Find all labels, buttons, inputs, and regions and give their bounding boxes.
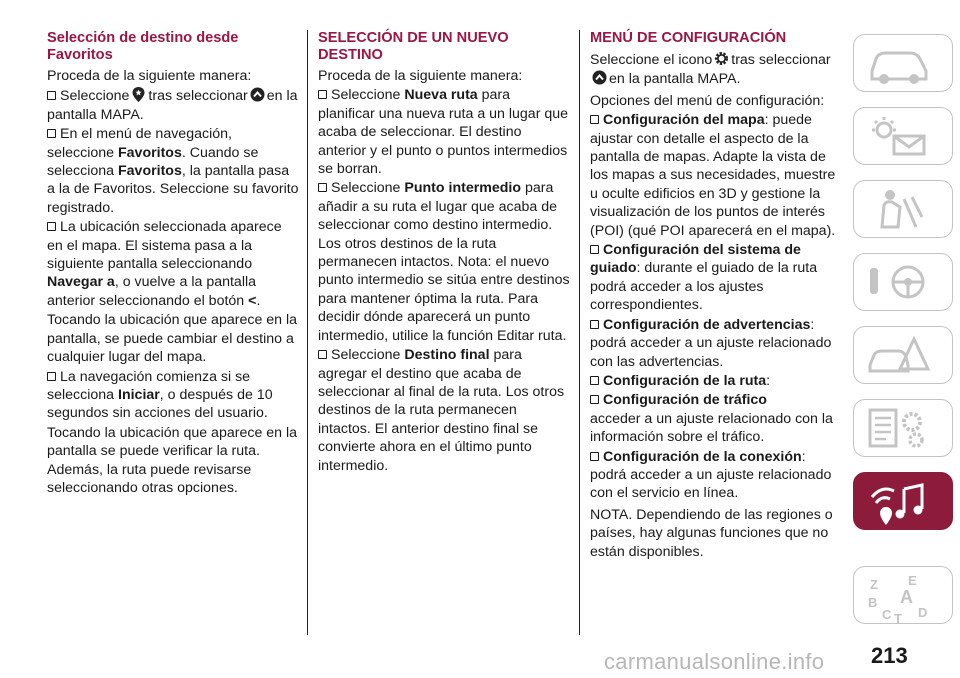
step-new-route: Seleccione Nueva ruta para planificar una nueva ruta a un lugar que acaba de seleccionar. El destino anterior y el punto o puntos intermedios se borran. [318, 87, 569, 178]
chevron-up-icon [592, 69, 607, 86]
column-divider [307, 30, 308, 635]
note-paragraph: NOTA. Dependiendo de las regiones o países, hay algunas funciones que no están disponibles. [590, 506, 833, 560]
paragraph-change-destination: Tocando la ubicación que aparece en la pantalla, se puede cambiar el destino a cualquier lugar del mapa. [47, 312, 298, 366]
checkbox-bullet-icon [590, 320, 599, 329]
tab-car[interactable] [853, 34, 953, 92]
maintenance-gear-icon [864, 406, 934, 450]
tab-index[interactable] [853, 566, 953, 624]
heading-settings-menu: MENÚ DE CONFIGURACIÓN [590, 30, 787, 46]
step-1: Seleccione tras seleccionar en la pantalla MAPA. [47, 88, 298, 123]
step-waypoint: Seleccione Punto intermedio para añadir a su ruta el lugar que acaba de seleccionar como destino intermedio. Los otros destinos de la ruta permanecen intactos. Nota: el nuevo punto intermedio se sitúa entre destinos para mantener óptima la ruta. Para decidir dónde aparecerá un punto intermedio, utilice la función Editar ruta. [318, 180, 570, 344]
svg-text:E: E [908, 573, 917, 588]
step-final-destination: Seleccione Destino final para agregar el destino que acaba de seleccionar al final de la ruta. Los otros destinos de la ruta permanecen intactos. El anterior destino final se convierte ahora en el último punto intermedio. [318, 347, 565, 474]
favorite-pin-icon [131, 86, 146, 103]
svg-text:Z: Z [870, 577, 878, 592]
car-icon [864, 41, 934, 85]
paragraph-verify-route: Tocando la ubicación que aparece en la pantalla se puede verificar la ruta. Además, la ruta puede revisarse seleccionando otras opciones. [47, 424, 298, 496]
svg-text:C: C [882, 607, 892, 622]
intro-text: Proceda de la siguiente manera: [318, 68, 523, 84]
svg-text:D: D [918, 605, 928, 620]
step-3: La ubicación seleccionada aparece en el mapa. El sistema pasa a la siguiente pantalla seleccionando Navegar a, o vuelve a la pantalla anterior seleccionando el botón <. [47, 219, 282, 309]
seat-safety-icon [864, 187, 934, 231]
watermark-text: carmanualsonline.info [604, 649, 825, 674]
checkbox-bullet-icon [590, 452, 599, 461]
svg-text:B: B [868, 595, 878, 610]
checkbox-bullet-icon [590, 376, 599, 385]
tab-safety[interactable] [853, 180, 953, 238]
option-route: Configuración de la ruta: [590, 372, 842, 390]
checkbox-bullet-icon [590, 245, 599, 254]
step-5: La navegación comienza si se selecciona Iniciar, o después de 10 segundos sin acciones del usuario. [47, 368, 273, 422]
paragraph-select-icon: Seleccione el icono tras seleccionar en la pantalla MAPA. [590, 52, 831, 88]
tab-maintenance[interactable] [853, 399, 953, 457]
column-new-destination [318, 30, 570, 476]
heading-new-destination: SELECCIÓN DE UN NUEVO DESTINO [318, 30, 509, 63]
checkbox-bullet-icon [47, 372, 56, 381]
option-connection: Configuración de la conexión: podrá acceder a un ajuste relacionado con el servicio en línea. [590, 448, 832, 502]
tab-multimedia[interactable] [853, 472, 953, 530]
breakdown-icon [864, 333, 934, 377]
heading-favorites: Selección de destino desde Favoritos [47, 30, 239, 63]
index-letters-icon [864, 573, 934, 623]
warning-lights-icon [864, 114, 934, 158]
checkbox-bullet-icon [47, 91, 56, 100]
multimedia-nav-icon [864, 479, 934, 527]
option-map: Configuración del mapa: puede ajustar con detalle el aspecto de la pantalla de mapas. Adapte la vista de los mapas a sus necesidades, muestre u oculte edificios en 3D y gestione la visualización de los puntos de interés (POI) (qué POI aparecerá en el mapa). [590, 112, 836, 239]
checkbox-bullet-icon [590, 115, 599, 124]
svg-text:T: T [894, 611, 902, 623]
option-traffic: Configuración de tráfico acceder a un ajuste relacionado con la información sobre el tráfico. [590, 392, 833, 446]
checkbox-bullet-icon [590, 395, 599, 404]
paragraph-options: Opciones del menú de configuración: [590, 92, 825, 109]
tab-warning-lights[interactable] [853, 107, 953, 165]
option-guidance: Configuración del sistema de guiado: durante el guiado de la ruta podrá acceder a los ajustes correspondientes. [590, 242, 818, 314]
tab-emergency[interactable] [853, 326, 953, 384]
checkbox-bullet-icon [318, 183, 327, 192]
column-divider [579, 30, 580, 635]
column-favorites [47, 30, 299, 498]
key-steering-icon [864, 260, 934, 304]
checkbox-bullet-icon [318, 90, 327, 99]
chevron-up-icon [250, 86, 265, 103]
checkbox-bullet-icon [318, 350, 327, 359]
checkbox-bullet-icon [47, 129, 56, 138]
intro-text: Proceda de la siguiente manera: [47, 68, 252, 84]
chapter-tabs-sidebar [853, 34, 960, 644]
checkbox-bullet-icon [47, 222, 56, 231]
tab-start-drive[interactable] [853, 253, 953, 311]
option-warnings: Configuración de advertencias: podrá acceder a un ajuste relacionado con las advertencias. [590, 316, 832, 370]
svg-text:A: A [900, 587, 913, 607]
page-number: 213 [871, 643, 908, 668]
step-2: En el menú de navegación, seleccione Favoritos. Cuando se selecciona Favoritos, la pantalla pasa a la de Favoritos. Seleccione su favorito registrado. [47, 126, 299, 216]
gear-icon [714, 50, 729, 67]
column-settings-menu [590, 30, 842, 562]
